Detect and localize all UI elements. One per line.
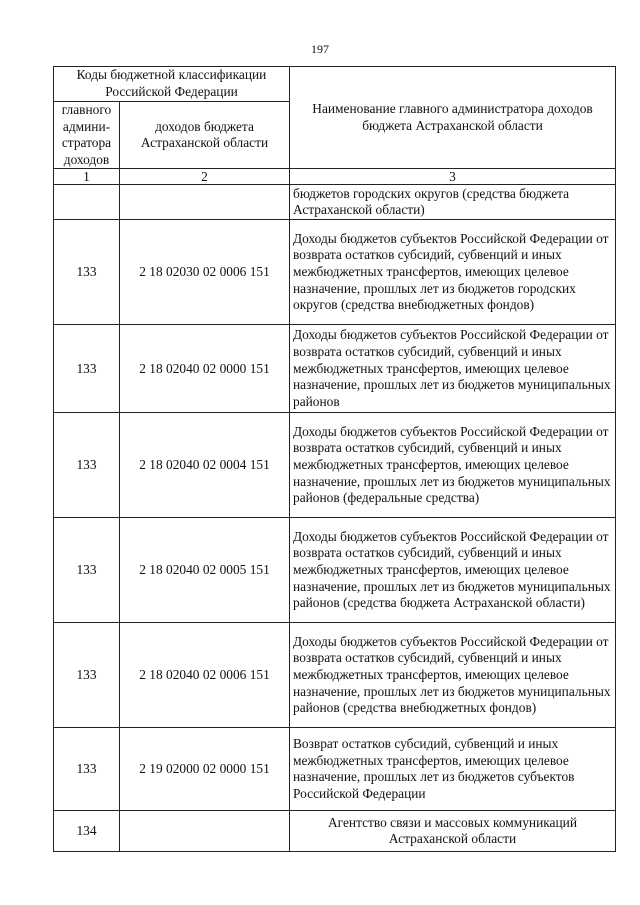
- column-number-3: 3: [290, 169, 616, 185]
- table-row: [54, 185, 616, 220]
- table-row: [54, 325, 616, 413]
- income-code-cell: 2 19 02000 02 0000 151: [120, 728, 290, 811]
- name-cell: Доходы бюджетов субъектов Российской Федерации от возврата остатков субсидий, субвенций и иных межбюджетных трансфертов, имеющих целевое назначение, прошлых лет из бюджетов городских округов (средства внебюджетных фондов): [290, 220, 616, 325]
- name-cell: Доходы бюджетов субъектов Российской Федерации от возврата остатков субсидий, субвенций и иных межбюджетных трансфертов, имеющих целевое назначение, прошлых лет из бюджетов муниципальных районов: [290, 325, 616, 413]
- header-row-group: [54, 67, 616, 102]
- column-number-row: [54, 169, 616, 185]
- admin-code-cell: [54, 185, 120, 220]
- table-row: [54, 518, 616, 623]
- admin-code-cell: 133: [54, 325, 120, 413]
- income-code-cell: 2 18 02040 02 0004 151: [120, 413, 290, 518]
- budget-classification-table: [53, 66, 616, 852]
- page-number: 197: [311, 42, 329, 56]
- income-code-cell: 2 18 02040 02 0006 151: [120, 623, 290, 728]
- table-row: [54, 728, 616, 811]
- name-cell: бюджетов городских округов (средства бюджета Астраханской области): [290, 185, 616, 220]
- agency-name-cell: Агентство связи и массовых коммуникаций Астраханской области: [290, 811, 616, 852]
- name-cell: Доходы бюджетов субъектов Российской Федерации от возврата остатков субсидий, субвенций и иных межбюджетных трансфертов, имеющих целевое назначение, прошлых лет из бюджетов муниципальных районов (федеральные средства): [290, 413, 616, 518]
- column-number-2: 2: [120, 169, 290, 185]
- income-code-cell: 2 18 02030 02 0006 151: [120, 220, 290, 325]
- column-number-1: 1: [54, 169, 120, 185]
- income-code-cell: [120, 185, 290, 220]
- table-row: [54, 811, 616, 852]
- income-code-cell: [120, 811, 290, 852]
- income-code-cell: 2 18 02040 02 0005 151: [120, 518, 290, 623]
- admin-code-cell: 133: [54, 623, 120, 728]
- admin-code-cell: 134: [54, 811, 120, 852]
- name-cell: Возврат остатков субсидий, субвенций и иных межбюджетных трансфертов, имеющих целевое назначение, прошлых лет из бюджетов субъектов Российской Федерации: [290, 728, 616, 811]
- table-row: [54, 220, 616, 325]
- admin-code-cell: 133: [54, 518, 120, 623]
- income-code-cell: 2 18 02040 02 0000 151: [120, 325, 290, 413]
- admin-code-cell: 133: [54, 413, 120, 518]
- name-cell: Доходы бюджетов субъектов Российской Федерации от возврата остатков субсидий, субвенций и иных межбюджетных трансфертов, имеющих целевое назначение, прошлых лет из бюджетов муниципальных районов (средства бюджета Астраханской области): [290, 518, 616, 623]
- header-group-title: Коды бюджетной классификации Российской Федерации: [54, 67, 290, 102]
- header-income-column: доходов бюджета Астраханской области: [120, 102, 290, 169]
- name-cell: Доходы бюджетов субъектов Российской Федерации от возврата остатков субсидий, субвенций и иных межбюджетных трансфертов, имеющих целевое назначение, прошлых лет из бюджетов муниципальных районов (средства внебюджетных фондов): [290, 623, 616, 728]
- header-name-column: Наименование главного администратора доходов бюджета Астраханской области: [290, 67, 616, 169]
- table-row: [54, 413, 616, 518]
- admin-code-cell: 133: [54, 728, 120, 811]
- table-row: [54, 623, 616, 728]
- admin-code-cell: 133: [54, 220, 120, 325]
- header-admin-column: главного админи-стратора доходов: [54, 102, 120, 169]
